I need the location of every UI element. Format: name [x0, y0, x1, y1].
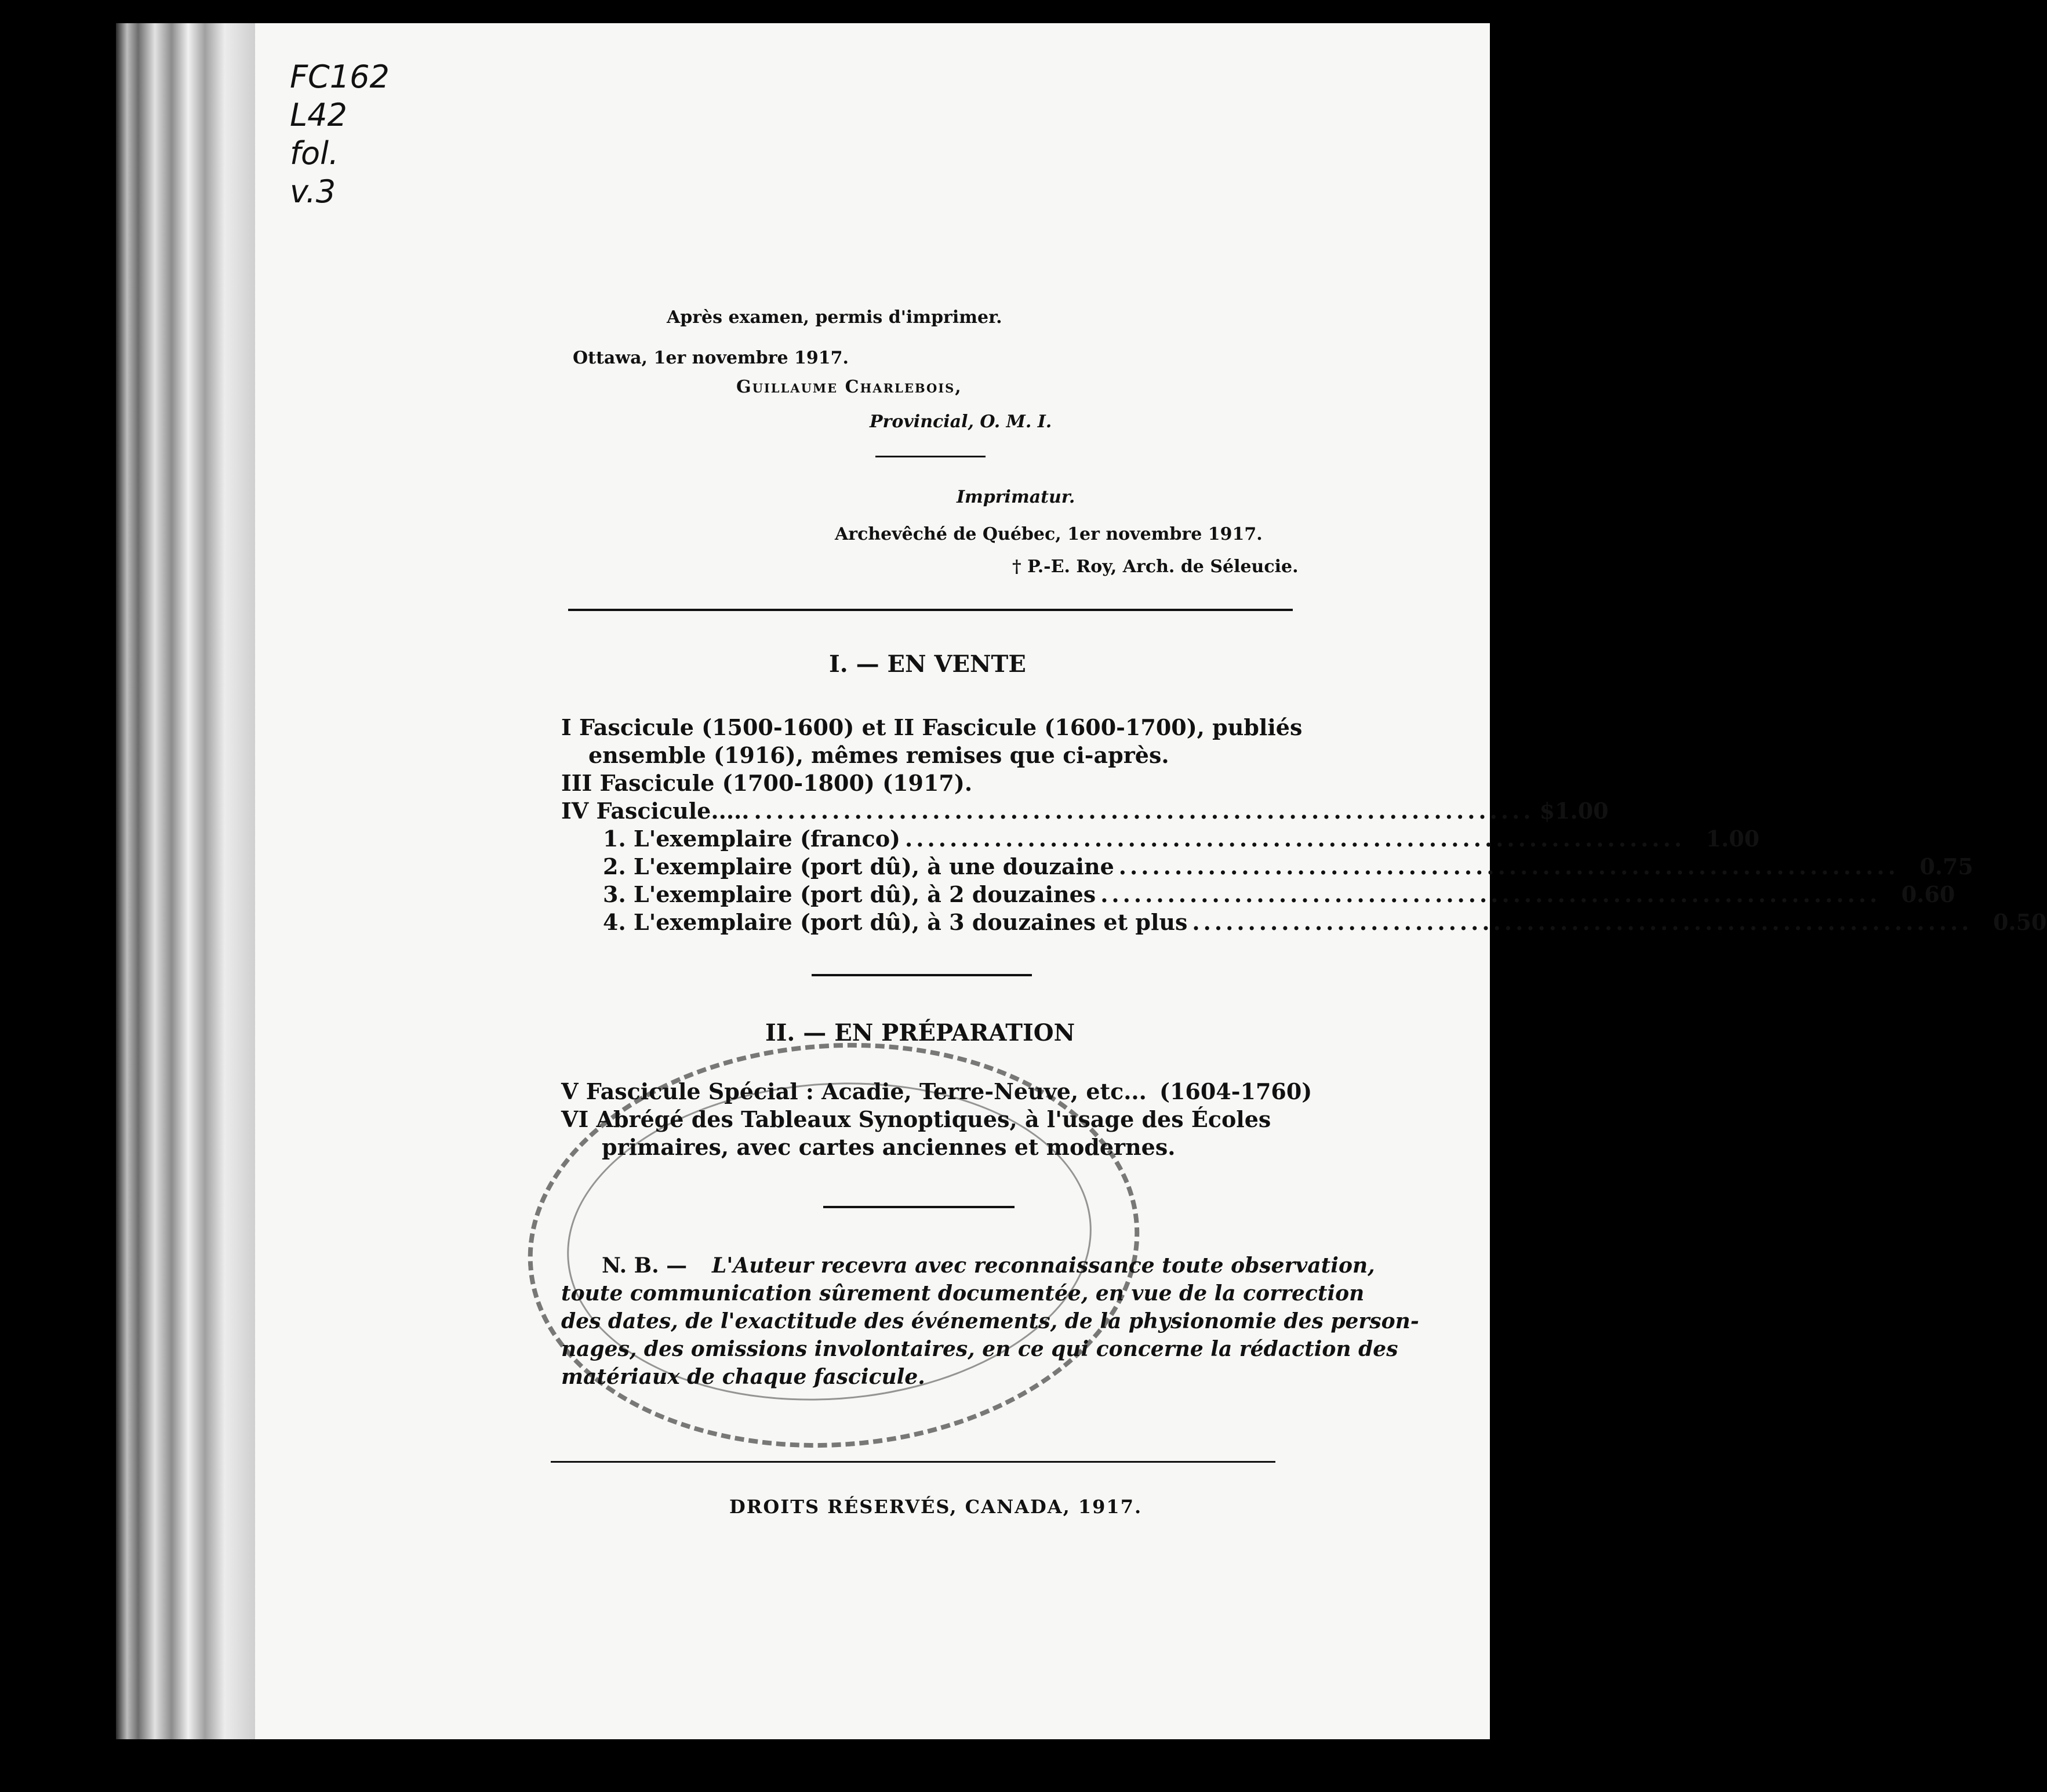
price-value: 0.60 — [1901, 881, 1955, 907]
sale-item: I Fascicule (1500-1600) et II Fascicule (1600-1700), publiés — [561, 714, 1303, 740]
prep-item: primaires, avec cartes anciennes et modernes. — [602, 1134, 1176, 1160]
copyright-line: DROITS RÉSERVÉS, CANADA, 1917. — [729, 1496, 1143, 1518]
note-line: nages, des omissions involontaires, en ce qui concerne la rédaction des — [561, 1337, 1398, 1361]
price-row: 1. L'exemplaire (franco) ...................................................................... 1.00 — [603, 826, 1760, 852]
divider — [823, 1206, 1015, 1208]
call-number-line: v.3 — [290, 173, 336, 210]
price-row-label: IV Fascicule..... — [561, 798, 750, 824]
archbishop-date: Archevêché de Québec, 1er novembre 1917. — [835, 524, 1263, 544]
prep-item-dates: (1604-1760) — [1159, 1078, 1312, 1104]
archbishop-signer: † P.-E. Roy, Arch. de Séleucie. — [1012, 557, 1299, 577]
note-line: toute communication sûrement documentée, en vue de la correction — [561, 1281, 1365, 1306]
price-row-label: 3. L'exemplaire (port dû), à 2 douzaines — [603, 881, 1096, 907]
signer-title: Provincial, O. M. I. — [870, 412, 1052, 432]
section-heading-prep: II. — EN PRÉPARATION — [765, 1019, 1075, 1046]
call-number-line: L42 — [290, 97, 347, 133]
price-row-label: 4. L'exemplaire (port dû), à 3 douzaines et plus — [603, 909, 1188, 935]
permission-line: Après examen, permis d'imprimer. — [667, 307, 1002, 328]
call-number — [290, 58, 390, 211]
prep-item: V Fascicule Spécial : Acadie, Terre-Neuve, etc... — [561, 1078, 1147, 1104]
price-value: 0.75 — [1919, 853, 1973, 879]
price-value: 0.50 — [1993, 909, 2047, 935]
signer-name: Guillaume Charlebois, — [736, 377, 962, 397]
ottawa-date: Ottawa, 1er novembre 1917. — [573, 348, 849, 368]
price-row: 2. L'exemplaire (port dû), à une douzaine ...................................................................... 0.75 — [603, 853, 1973, 879]
call-number-line: fol. — [290, 135, 339, 172]
call-number-line: FC162 — [290, 59, 390, 95]
price-row: IV Fascicule..... ...................................................................... $1.00 — [561, 798, 1609, 824]
imprimatur-label: Imprimatur. — [957, 487, 1075, 507]
divider — [875, 456, 986, 457]
prep-item: VI Abrégé des Tableaux Synoptiques, à l'usage des Écoles — [561, 1106, 1271, 1132]
book-spine — [116, 23, 255, 1739]
price-value: $1.00 — [1539, 798, 1609, 824]
section-divider — [568, 609, 1293, 611]
note-line: des dates, de l'exactitude des événements, de la physionomie des person- — [561, 1309, 1419, 1333]
section-heading-sale: I. — EN VENTE — [829, 650, 1026, 678]
price-row-label: 2. L'exemplaire (port dû), à une douzaine — [603, 853, 1114, 879]
note-line: matériaux de chaque fascicule. — [561, 1365, 925, 1389]
price-value: 1.00 — [1706, 826, 1760, 852]
divider — [812, 974, 1032, 976]
sale-item: III Fascicule (1700-1800) (1917). — [561, 770, 973, 796]
price-row-label: 1. L'exemplaire (franco) — [603, 826, 901, 852]
section-divider — [551, 1461, 1275, 1463]
note-label: N. B. — — [602, 1253, 688, 1278]
note-line: L'Auteur recevra avec reconnaissance toute observation, — [712, 1253, 1375, 1278]
document-page — [255, 23, 2047, 1739]
price-row: 4. L'exemplaire (port dû), à 3 douzaines et plus ...................................................................... 0.50 — [603, 909, 2047, 935]
sale-item: ensemble (1916), mêmes remises que ci-après. — [588, 742, 1169, 768]
price-row: 3. L'exemplaire (port dû), à 2 douzaines ...................................................................... 0.60 — [603, 881, 1955, 907]
